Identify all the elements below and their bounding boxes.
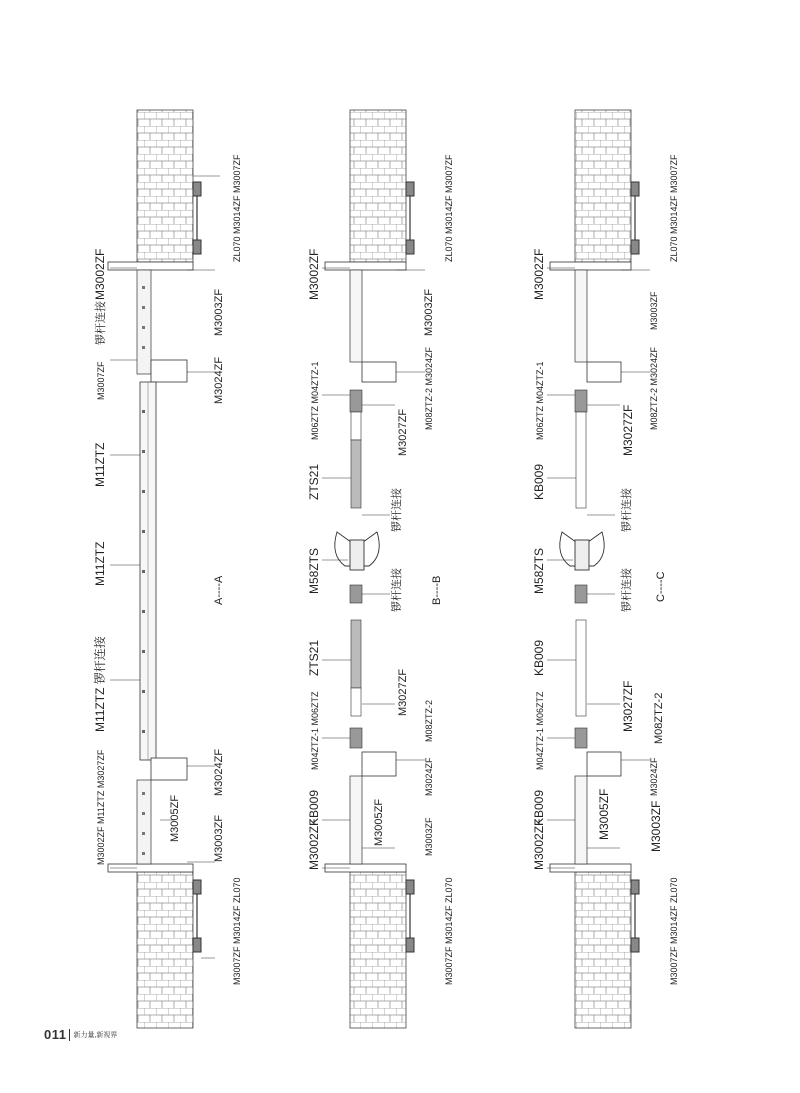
wall-top [575, 110, 631, 262]
box-top [587, 362, 621, 382]
b-label-l3: M58ZTS [307, 547, 321, 594]
c-label-top-right: ZL070 M3014ZF M3007ZF [669, 154, 679, 262]
b-label-l5: M04ZTZ-1 M06ZTZ [310, 691, 320, 770]
rod-lower [576, 620, 586, 716]
section-c [532, 110, 679, 1028]
rod-upper [576, 412, 586, 508]
c-section-title: C----C [655, 571, 667, 602]
upper-profile [575, 270, 587, 362]
lower-profile [575, 776, 587, 864]
b-section-title: B----B [431, 575, 443, 605]
anchor-bottom [406, 880, 414, 952]
a-label-r2: M3024ZF [213, 356, 225, 404]
connector-bottom [575, 728, 587, 748]
lower-profile [350, 776, 362, 864]
b-label-r9: M3005ZF [373, 798, 385, 846]
c-label-r1: M3003ZF [649, 291, 659, 330]
a-label-m2: M11ZTZ [93, 541, 107, 586]
wall-bottom [137, 872, 193, 1028]
frame-head [550, 262, 631, 270]
wall-top [137, 110, 193, 262]
b-label-r4: 锣杆连接 [391, 488, 403, 532]
upper-sash [137, 270, 151, 374]
b-label-r6: M3027ZF [397, 668, 409, 716]
b-label-l2: ZTS21 [307, 463, 321, 500]
mid-box-bottom [151, 758, 187, 780]
page-number: 011 [44, 1027, 67, 1042]
c-label-bottom-right: M3007ZF M3014ZF ZL070 [669, 877, 679, 985]
section-a [92, 110, 242, 1028]
b-label-r5: 锣杆连接 [391, 568, 403, 612]
connector-mid [575, 585, 587, 603]
a-label-l1: 锣杆连接 [95, 301, 107, 345]
anchor-bottom [193, 880, 201, 952]
rod-lower [351, 688, 361, 716]
connector-mid [350, 585, 362, 603]
a-label-m1: M11ZTZ [93, 442, 107, 487]
a-label-l2: M3007ZF [96, 361, 106, 400]
b-label-l4: ZTS21 [307, 639, 321, 676]
upper-profile [350, 270, 362, 362]
c-label-l3: M58ZTS [532, 547, 546, 594]
connector-bottom [350, 728, 362, 748]
a-label-r4: M3003ZF [213, 814, 225, 862]
connector-top [350, 390, 362, 412]
wall-top [350, 110, 406, 262]
c-label-l2: KB009 [532, 463, 546, 500]
a-label-top-right: ZL070 M3014ZF M3007ZF [232, 154, 242, 262]
footer-divider [69, 1029, 70, 1041]
wall-bottom [575, 872, 631, 1028]
c-label-top-left: M3002ZF [532, 248, 546, 300]
page-footer [44, 1027, 117, 1042]
mid-box-top [151, 360, 187, 382]
c-label-r8: M3024ZF [649, 757, 659, 796]
c-label-r2: M08ZTZ-2 M3024ZF [649, 346, 659, 430]
c-label-l7: M3002ZF [532, 818, 546, 870]
a-label-b1: M3002ZF M11ZTZ M3027ZF [96, 749, 106, 865]
b-label-r7: M08ZTZ-2 [424, 699, 434, 742]
zts21-upper [351, 440, 361, 508]
b-label-r10: M3003ZF [424, 817, 434, 856]
b-label-top-left: M3002ZF [307, 248, 321, 300]
a-label-b2: M3005ZF [169, 794, 181, 842]
c-label-l5: M04ZTZ-1 M06ZTZ [535, 691, 545, 770]
c-label-r7: M08ZTZ-2 [653, 692, 665, 744]
c-label-r6: M3027ZF [621, 680, 635, 732]
handle [335, 532, 379, 570]
connector-top [575, 390, 587, 412]
a-label-top-left: M3002ZF [93, 248, 107, 300]
b-label-r2: M08ZTZ-2 M3024ZF [424, 346, 434, 430]
b-label-top-right: ZL070 M3014ZF M3007ZF [444, 154, 454, 262]
anchor-top [193, 176, 220, 254]
anchor-top [631, 182, 639, 254]
c-label-r10: M3003ZF [649, 800, 663, 852]
rod-upper [351, 412, 361, 440]
b-label-l7: M3002ZF [307, 818, 321, 870]
anchor-bottom [631, 880, 639, 952]
a-label-r1: M3003ZF [213, 288, 225, 336]
handle [560, 532, 604, 570]
a-label-r3: M3024ZF [213, 748, 225, 796]
b-label-r1: M3003ZF [423, 288, 435, 336]
frame-head [325, 262, 406, 270]
box-top [362, 362, 396, 382]
zts21-lower [351, 620, 361, 688]
frame-head [108, 262, 193, 270]
c-label-l1: M06ZTZ M04ZTZ-1 [535, 361, 545, 440]
c-label-l6: KB009 [532, 789, 546, 826]
c-label-r5: 锣杆连接 [621, 568, 633, 612]
b-label-r8: M3024ZF [424, 757, 434, 796]
c-label-r4: 锣杆连接 [621, 488, 633, 532]
b-label-l6: KB009 [307, 789, 321, 826]
b-label-bottom-right: M3007ZF M3014ZF ZL070 [444, 877, 454, 985]
c-label-r3: M3027ZF [621, 404, 635, 456]
a-label-bottom-right: M3007ZF M3014ZF ZL070 [232, 877, 242, 985]
section-b [307, 110, 454, 1028]
a-section-title: A----A [213, 575, 225, 605]
a-label-m3: M11ZTZ 锣杆连接 [93, 636, 107, 732]
brand-text: 新力量,新视界 [73, 1031, 118, 1039]
box-bottom [362, 752, 396, 776]
box-bottom [587, 752, 621, 776]
anchor-top [406, 182, 414, 254]
c-label-l4: KB009 [532, 639, 546, 676]
b-label-r3: M3027ZF [397, 408, 409, 456]
wall-bottom [350, 872, 406, 1028]
b-label-l1: M06ZTZ M04ZTZ-1 [310, 361, 320, 440]
c-label-r9: M3005ZF [597, 788, 611, 840]
